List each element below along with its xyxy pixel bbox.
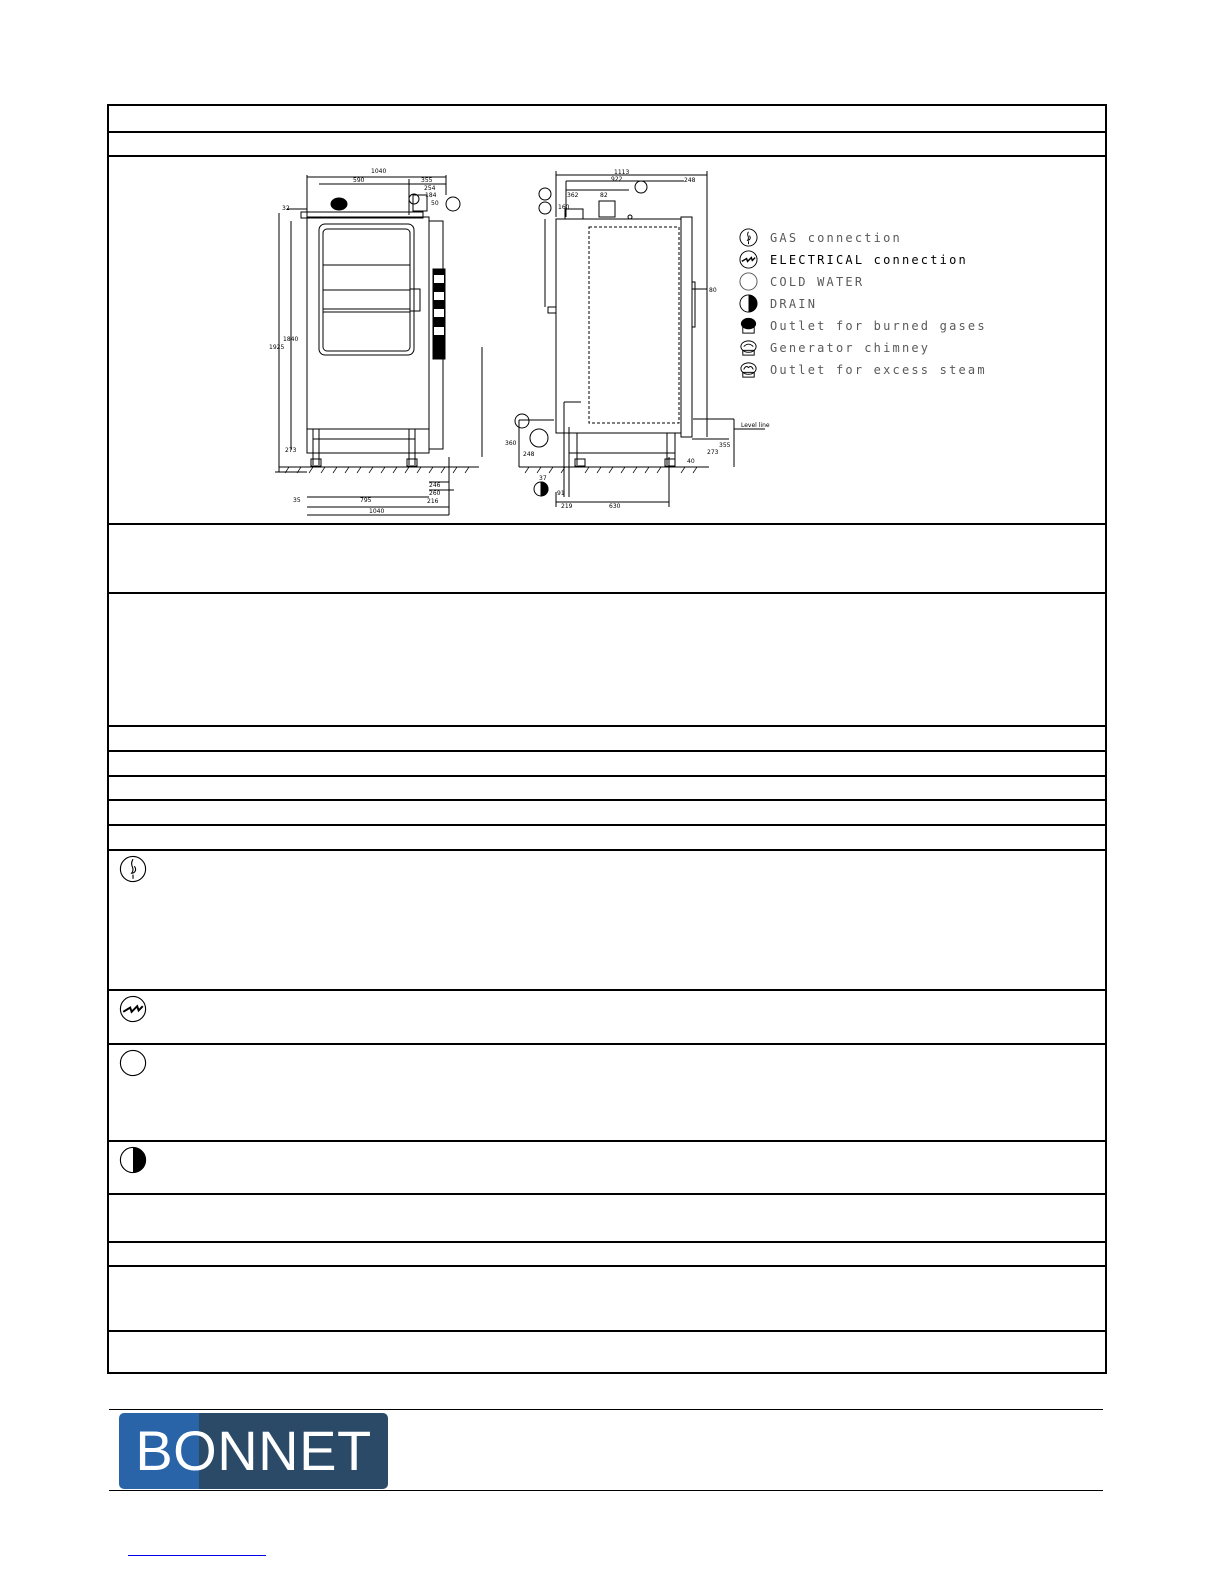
- front-view: [275, 175, 482, 515]
- gas-flame-icon: [739, 228, 758, 247]
- dim-label: 216: [427, 498, 439, 505]
- electrical-plug-icon: [119, 995, 147, 1023]
- spec-row: [109, 1332, 1105, 1372]
- connection-legend: [739, 228, 987, 388]
- legend-cold-water: [739, 272, 864, 291]
- bonnet-logo: [119, 1413, 388, 1489]
- footer-link-underline[interactable]: [128, 1555, 266, 1556]
- level-line-label: Level line: [741, 422, 770, 429]
- footer-bottom-rule: [109, 1490, 1103, 1491]
- dim-label: 355: [719, 442, 731, 449]
- dim-label: 246: [429, 482, 441, 489]
- legend-label: Outlet for excess steam: [770, 362, 987, 377]
- spec-row: [109, 826, 1105, 851]
- dim-label: 32: [282, 205, 290, 212]
- dim-label: 922: [611, 176, 623, 183]
- dim-label: 1840: [283, 336, 299, 343]
- logo-text: BONNET: [135, 1419, 372, 1482]
- legend-excess-steam: [739, 360, 987, 379]
- drain-icon: [739, 294, 758, 313]
- burned-gases-icon: [739, 316, 758, 335]
- legend-electrical: [739, 250, 968, 269]
- dim-label: 40: [687, 458, 695, 465]
- dim-label: 91: [557, 490, 565, 497]
- spec-sheet: [107, 104, 1107, 1374]
- dim-label: 362: [567, 192, 579, 199]
- legend-chimney: [739, 338, 930, 357]
- dim-label: 1113: [614, 169, 630, 176]
- dim-label: 1040: [371, 168, 387, 175]
- electrical-plug-icon: [739, 250, 758, 269]
- spec-row: [109, 1243, 1105, 1267]
- side-view: [515, 171, 765, 507]
- dim-label: 184: [425, 192, 437, 199]
- dim-label: 630: [609, 503, 621, 510]
- legend-label: GAS connection: [770, 230, 902, 245]
- legend-label: ELECTRICAL connection: [770, 252, 968, 267]
- dim-label: 260: [429, 490, 441, 497]
- legend-label: Generator chimney: [770, 340, 931, 355]
- header-row: [109, 106, 1105, 133]
- dim-label: 590: [353, 177, 365, 184]
- dim-label: 273: [707, 449, 719, 456]
- drain-row: [109, 1142, 1105, 1195]
- subheader-row: [109, 133, 1105, 157]
- dim-label: 35: [293, 497, 301, 504]
- spec-row: [109, 525, 1105, 594]
- legend-label: COLD WATER: [770, 274, 865, 289]
- cold-water-row: [109, 1045, 1105, 1142]
- cold-water-icon: [119, 1049, 147, 1077]
- dim-label: 82: [600, 192, 608, 199]
- spec-row: [109, 777, 1105, 801]
- dim-label: 248: [523, 451, 535, 458]
- cold-water-icon: [739, 272, 758, 291]
- dim-label: 355: [421, 177, 433, 184]
- legend-label: DRAIN: [770, 296, 818, 311]
- legend-drain: [739, 294, 817, 313]
- legend-label: Outlet for burned gases: [770, 318, 987, 333]
- spec-row: [109, 727, 1105, 752]
- legend-burned-gases: [739, 316, 987, 335]
- excess-steam-icon: [739, 360, 758, 379]
- dim-label: 1925: [269, 344, 285, 351]
- dim-label: 80: [709, 287, 717, 294]
- dim-label: 37: [539, 475, 547, 482]
- footer-top-rule: [109, 1409, 1103, 1410]
- dim-label: 360: [505, 440, 517, 447]
- dim-label: 248: [684, 177, 696, 184]
- dim-label: 219: [561, 503, 573, 510]
- legend-gas: [739, 228, 902, 247]
- dim-label: 50: [431, 200, 439, 207]
- spec-row: [109, 752, 1105, 777]
- dim-label: 254: [424, 185, 436, 192]
- gas-flame-icon: [119, 855, 147, 883]
- spec-row: [109, 594, 1105, 727]
- dim-label: 1040: [369, 508, 385, 515]
- dim-label: 160: [558, 204, 570, 211]
- spec-row: [109, 1267, 1105, 1332]
- drain-icon: [119, 1146, 147, 1174]
- dim-label: 795: [360, 497, 372, 504]
- dim-label: 273: [285, 447, 297, 454]
- gas-connection-row: [109, 851, 1105, 991]
- electrical-connection-row: [109, 991, 1105, 1045]
- generator-chimney-icon: [739, 338, 758, 357]
- drawing-section: [109, 157, 1105, 525]
- spec-row: [109, 801, 1105, 826]
- spec-row: [109, 1195, 1105, 1243]
